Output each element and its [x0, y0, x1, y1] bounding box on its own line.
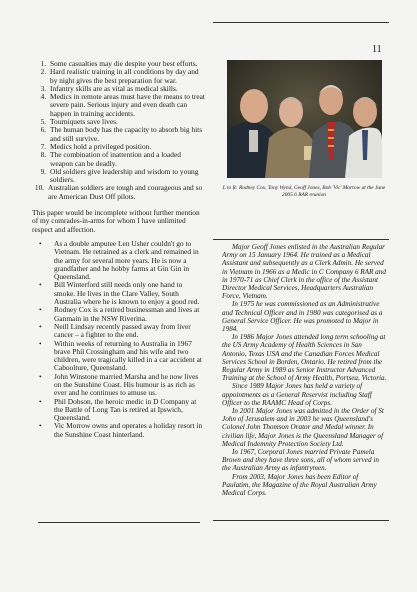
list-item: • Bill Winterford still needs only one hand to smoke. He lives in the Clare Valley, South Australia where he is known to enjoy a good red.: [48, 281, 205, 306]
list-item: 10. Australian soldiers are tough and courageous and so are American Dust Off pilots.: [46, 184, 205, 201]
bio-paragraph: Since 1989 Major Jones has held a variety of appointments as a General Reservist including Staff Officer to the RAAMC Head of Corps.: [222, 382, 372, 407]
page-number: 11: [372, 44, 382, 55]
list-item: 6. The human body has the capacity to absorb big hits and still survive.: [48, 126, 205, 143]
list-item: 4. Medics in remote areas must have the means to treat severe pain. Serious injury and even death can happen in training accidents.: [48, 93, 205, 118]
list-item: 8. The combination of inattention and a loaded weapon can be deadly.: [48, 151, 205, 168]
list-item: • Rodney Cox is a retired businessman and lives at Ganmain in the NSW Riverina.: [48, 306, 205, 323]
left-column: [30, 60, 205, 439]
list-item: • Vic Morrow owns and operates a holiday resort in the Sunshine Coast hinterland.: [48, 422, 205, 439]
list-item: • Phil Dobson, the heroic medic in D Company at the Battle of Long Tan is retired at Ipswich, Queensland.: [48, 398, 205, 423]
lessons-list: [30, 60, 205, 201]
photo-image: [227, 60, 382, 178]
bio-paragraph: In 1986 Major Jones attended long term schooling at the US Army Academy of Health Sciences in San Antonio, Texas USA and the Canadian Forces Medical Services School in Borden, Ontario. He retired from the Regular Army in 1989 as Senior Instructor Advanced Training at the School of Army Health, Portsea, Victoria.: [222, 333, 387, 383]
photo-caption: L to R: Rodney Cox, Tony Wynd, Geoff Jones, Bob 'Vic' Morrow at the June 2005 6 RAR reunion: [222, 185, 386, 198]
list-item: 1. Some casualties may die despite your best efforts.: [48, 60, 205, 68]
list-item: 3. Infantry skills are as vital as medical skills.: [48, 85, 205, 93]
intro-paragraph: This paper would be incomplete without further mention of my comrades-in-arms for whom I have unlimited respect and affection.: [32, 208, 200, 234]
left-bottom-rule: [38, 522, 200, 523]
bottom-rule: [213, 520, 389, 521]
bio-paragraph: Major Geoff Jones enlisted in the Australian Regular Army on 15 January 1964. He trained as a Medical Assistant and subsequently as a Clerk Admin. He served in Vietnam in 1966 as a Medic in C Company 6 RAR and in 1970-71 as Chief Clerk in the office of the Assistant Director Medical Services, Headquarters Australian Force, Vietnam.: [222, 243, 386, 301]
bio-paragraph: From 2003, Major Jones has been Editor of Paulatim, the Magazine of the Royal Australian Army Medical Corps.: [222, 472, 377, 498]
bio-paragraph: In 2001 Major Jones was admitted in the Order of St John of Jerusalem and in 2003 he was Queensland's Colonel John Thomson Orator and Medal winner. In civilian life, Major Jones is the Queensland Manager of Medical Indemnity Protection Society Ltd.: [222, 407, 384, 448]
list-item: 5. Tourniquets save lives.: [48, 118, 205, 126]
bio-column: [222, 243, 388, 497]
list-item: 9. Old soldiers give leadership and wisdom to young soldiers.: [48, 168, 205, 185]
bio-paragraph: In 1967, Corporal Jones married Private Pamela Brown and they have three sons, all of whom served in the Australian Army as infantrymen.: [222, 448, 379, 473]
list-item: • Neill Lindsay recently passed away from liver cancer – a fighter to the end.: [48, 323, 205, 340]
bio-paragraph: In 1975 he was commissioned as an Administrative and Technical Officer and in 1980 was categorised as a General Service Officer. He was promoted to Major in 1984.: [222, 300, 383, 334]
top-rule: [213, 22, 389, 23]
list-item: 2. Hard realistic training in all conditions by day and by night gives the best preparation for war.: [48, 68, 205, 85]
list-item: • John Winstone married Marsha and he now lives on the Sunshine Coast. His humour is as rich as ever and he continues to amuse us.: [48, 373, 205, 398]
list-item: • Within weeks of returning to Australia in 1967 brave Phil Crossingham and his wife and two children, were tragically killed in a car accident at Caboolture, Queensland.: [48, 340, 205, 373]
reunion-photo: [227, 60, 382, 178]
list-item: 7. Medics hold a privileged position.: [48, 143, 205, 151]
mid-rule: [213, 239, 389, 240]
comrades-list: [30, 240, 205, 439]
list-item: • As a double amputee Len Usher couldn't go to Vietnam. He retrained as a clerk and remained in the army for several more years. He is now a grandfather and he hobby farms at Gin Gin in Queensland.: [48, 240, 205, 281]
